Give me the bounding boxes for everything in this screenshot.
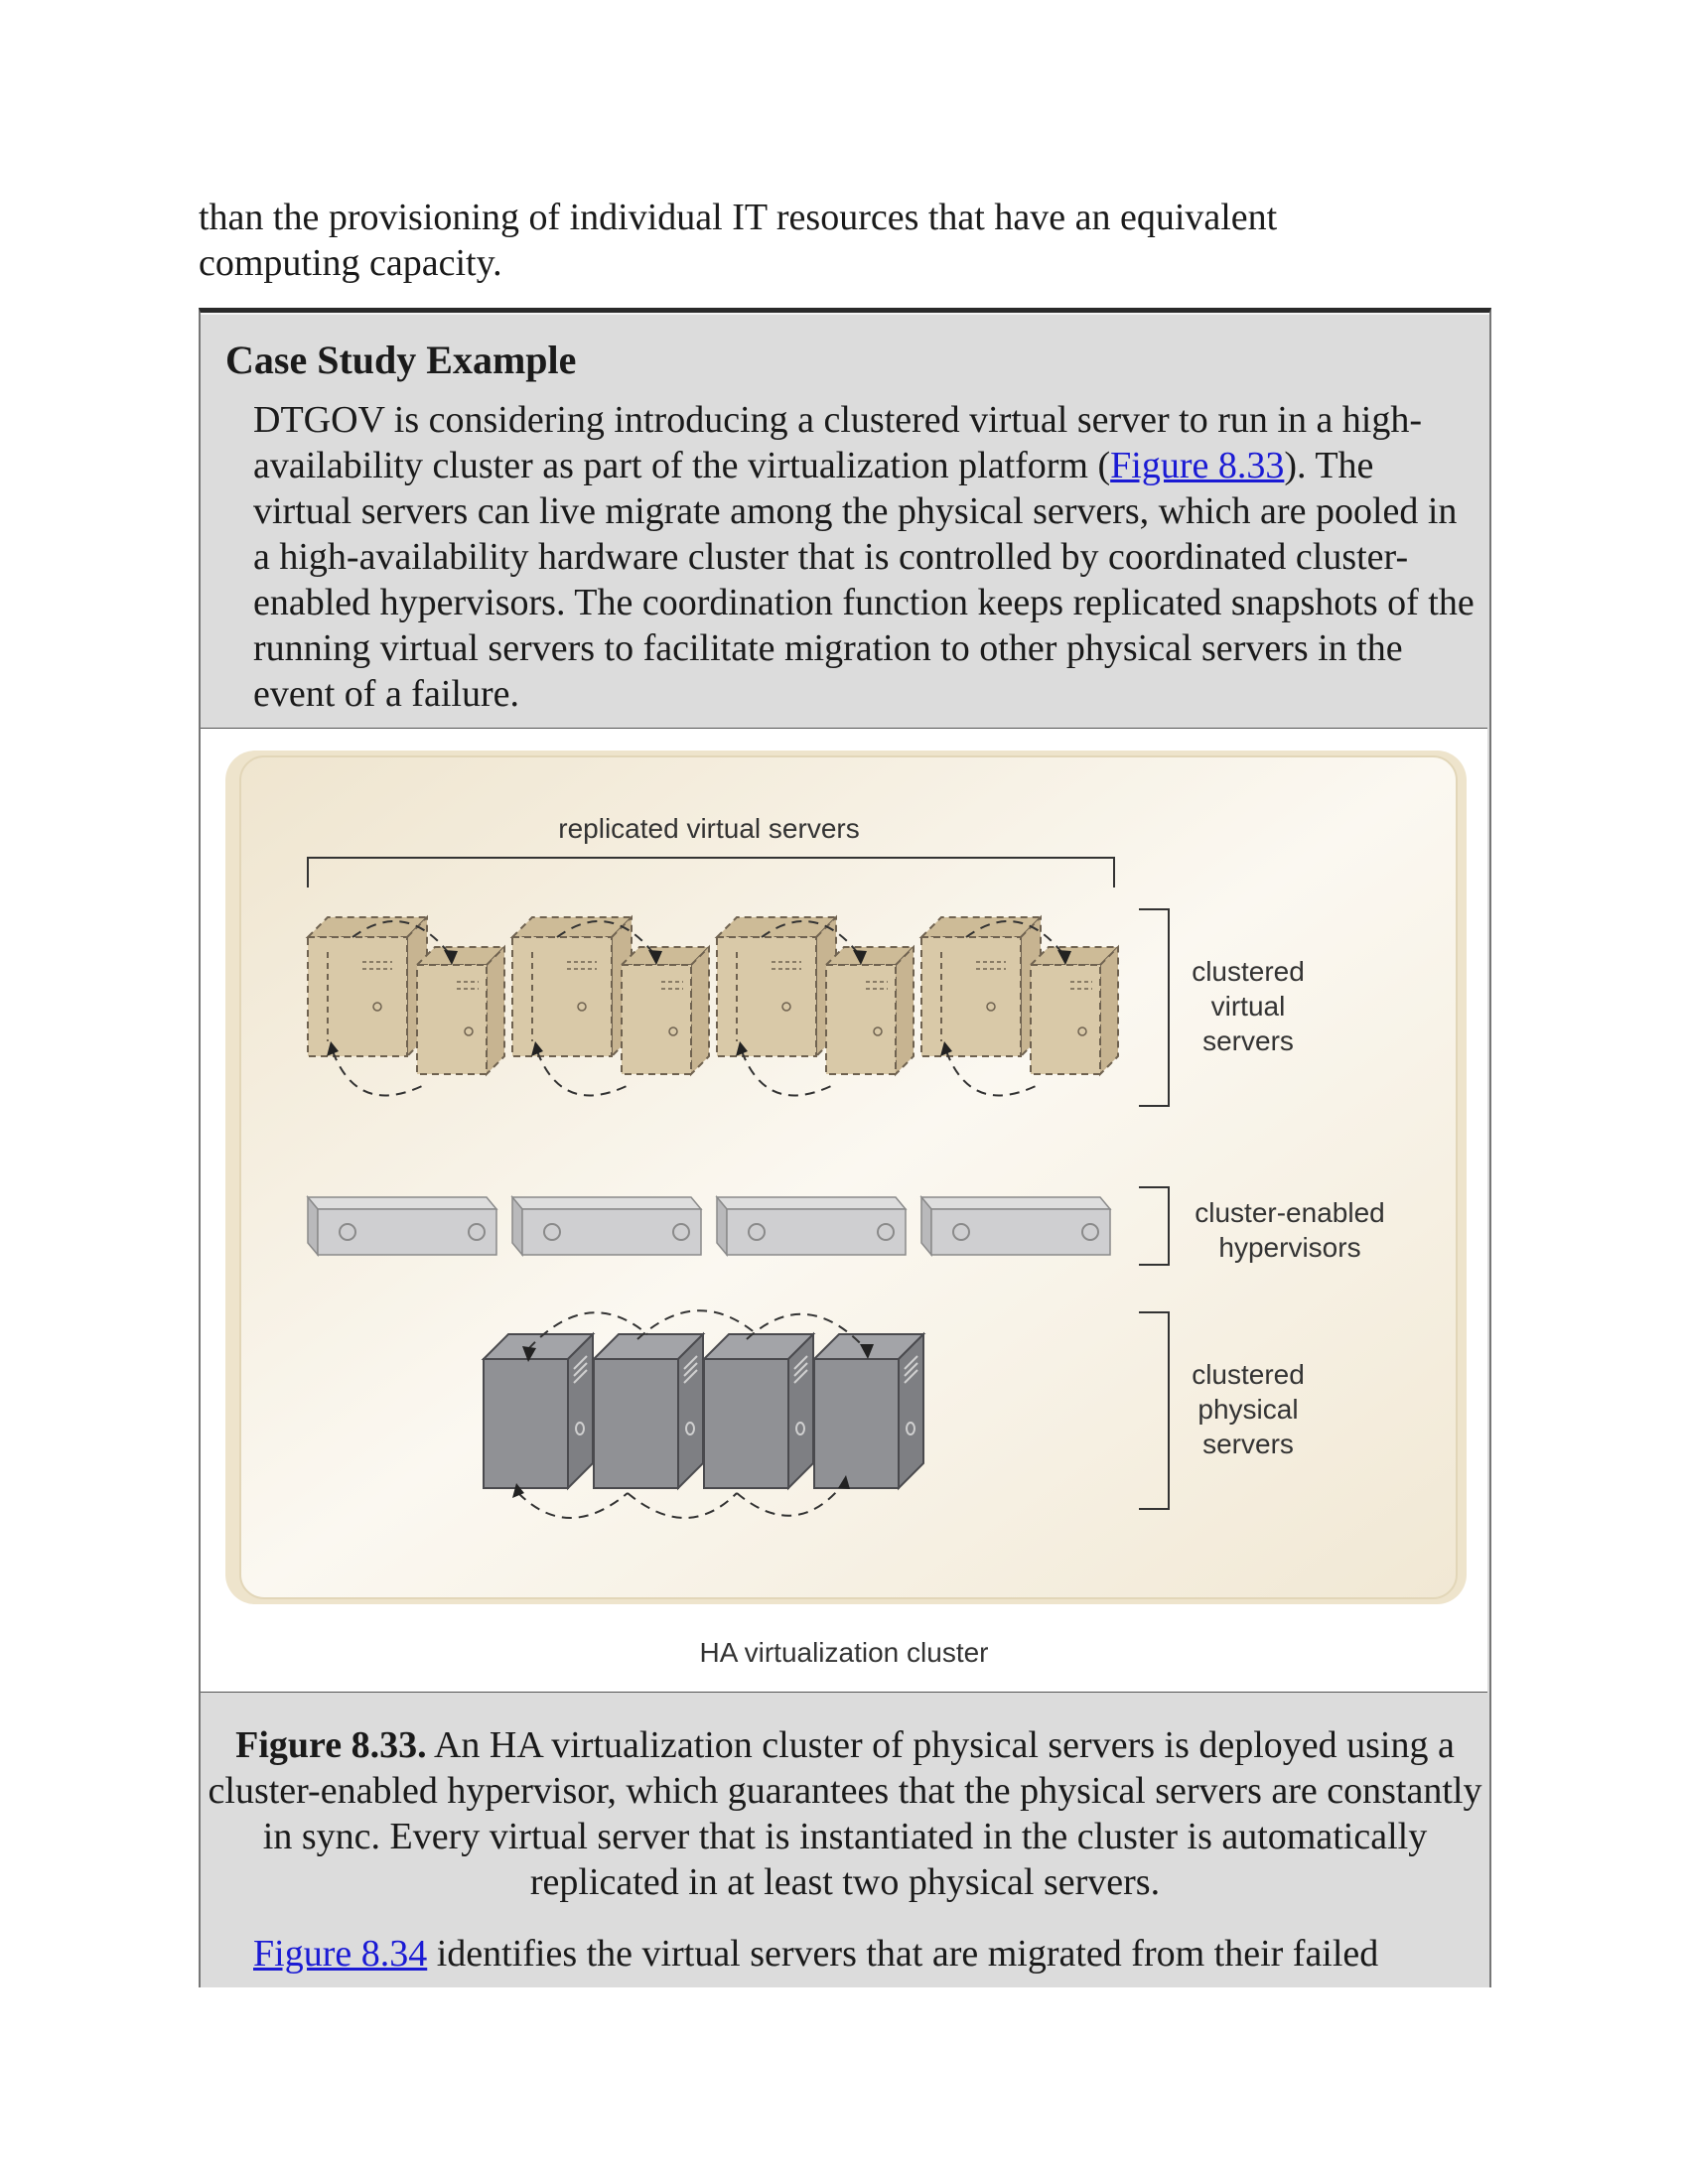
case-study-text-2: ). The virtual servers can live migrate among the physical servers, which are pooled in a high-availability hardware cluster that is controlled by coordinated cluster-enabled hypervisors. The coordination function keeps replicated snapshots of the running virtual servers to facilitate migration to other physical servers in the event of a failure. xyxy=(253,445,1475,715)
figure-8-33 xyxy=(201,728,1487,1693)
label-physical-1: clustered xyxy=(1192,1359,1305,1390)
replicated-virtual-servers-label: replicated virtual servers xyxy=(558,813,860,844)
label-hypervisors-2: hypervisors xyxy=(1218,1232,1361,1263)
label-virtual-2: virtual xyxy=(1210,991,1286,1022)
ha-cluster-label: HA virtualization cluster xyxy=(699,1637,989,1668)
label-virtual-3: servers xyxy=(1202,1025,1294,1056)
label-virtual-1: clustered xyxy=(1192,956,1305,987)
case-study-box xyxy=(199,308,1491,1987)
ha-cluster-diagram xyxy=(201,729,1487,1692)
figure-caption-text: An HA virtualization cluster of physical servers is deployed using a cluster-enabled hypervisor, which guarantees that the physical servers are constantly in sync. Every virtual server that is instantiated in the cluster is automatically replicated in at least two physical servers. xyxy=(208,1724,1482,1903)
figure-caption-label: Figure 8.33. xyxy=(235,1724,427,1766)
intro-line-2: computing capacity. xyxy=(199,242,502,284)
intro-line-1: than the provisioning of individual IT resources that have an equivalent xyxy=(199,197,1278,238)
continuation-text: identifies the virtual servers that are migrated from their failed xyxy=(427,1933,1379,1975)
case-study-text-1: DTGOV is considering introducing a clustered virtual server to run in a high-availability cluster as part of the virtualization platform ( xyxy=(253,399,1423,486)
continuation-paragraph xyxy=(253,1931,1475,1977)
hypervisor-4 xyxy=(921,1197,1110,1255)
case-study-title: Case Study Example xyxy=(225,338,577,382)
intro-paragraph xyxy=(199,195,1489,286)
hypervisor-2 xyxy=(512,1197,701,1255)
hypervisor-1 xyxy=(308,1197,496,1255)
physical-servers xyxy=(484,1310,923,1518)
figure-caption xyxy=(201,1722,1489,1905)
figure-8-33-link[interactable]: Figure 8.33 xyxy=(1110,445,1285,486)
label-physical-2: physical xyxy=(1197,1394,1299,1425)
label-hypervisors-1: cluster-enabled xyxy=(1195,1197,1385,1228)
label-physical-3: servers xyxy=(1202,1429,1294,1459)
hypervisor-3 xyxy=(717,1197,906,1255)
case-study-paragraph xyxy=(253,397,1475,717)
figure-8-34-link[interactable]: Figure 8.34 xyxy=(253,1933,428,1975)
